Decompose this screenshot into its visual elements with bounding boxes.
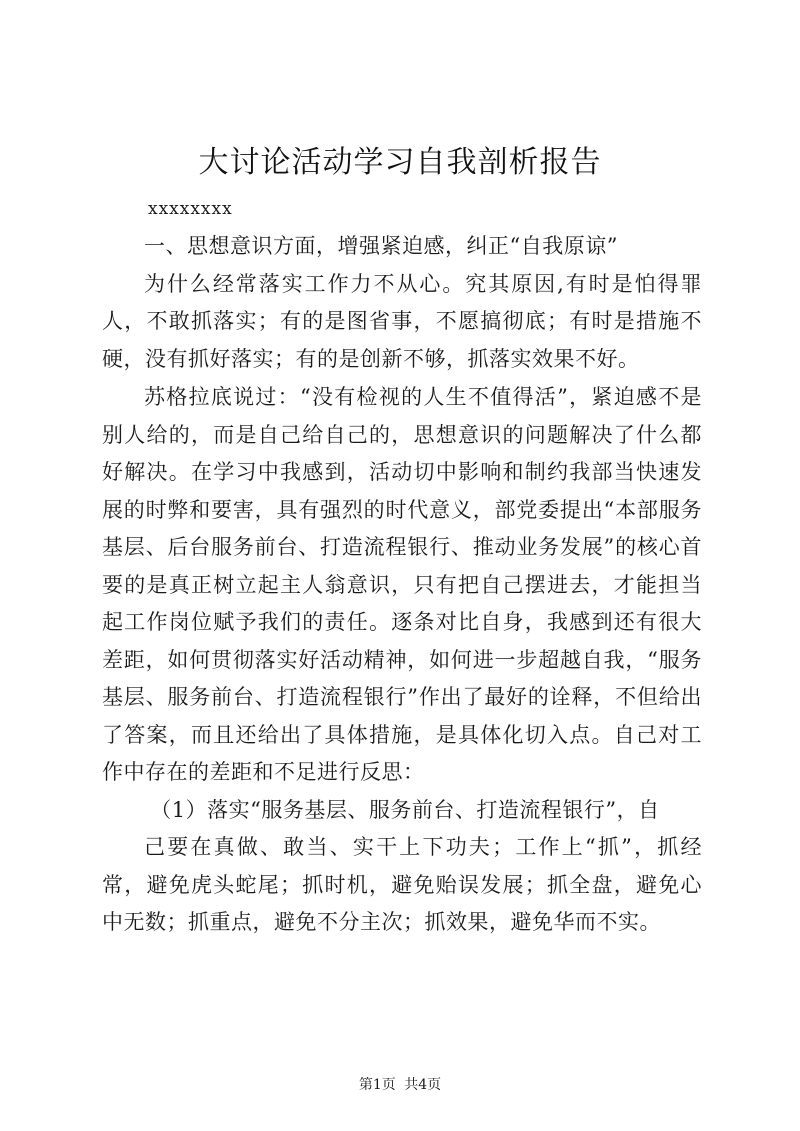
paragraph: 为什么经常落实工作力不从心。究其原因,有时是怕得罪人，不敢抓落实；有的是图省事，不愿搞彻底；有时是措施不硬，没有抓好落实；有的是创新不够，抓落实效果不好。 bbox=[102, 271, 702, 371]
body-section-1 bbox=[102, 228, 702, 378]
page-footer bbox=[0, 1075, 800, 1095]
body-section-2 bbox=[102, 379, 702, 942]
document-title: 大讨论活动学习自我剖析报告 bbox=[198, 145, 602, 180]
section-heading: 一、思想意识方面，增强紧迫感，纠正“自我原谅” bbox=[144, 234, 618, 258]
list-item-heading: （1）落实“服务基层、服务前台、打造流程银行”，自 bbox=[150, 797, 660, 822]
paragraph: 苏格拉底说过：“没有检视的人生不值得活”，紧迫感不是别人给的，而是自己给自己的，思想意识的问题解决了什么都好解决。在学习中我感到，活动切中影响和制约我部当快速发展的时弊和要害，具有强烈的时代意义，部党委提出“本部服务基层、后台服务前台、打造流程银行、推动业务发展”的核心首要的是真正树立起主人翁意识，只有把自己摆进去，才能担当起工作岗位赋予我们的责任。逐条对比自身，我感到还有很大差距，如何贯彻落实好活动精神，如何进一步超越自我，“服务基层、服务前台、打造流程银行”作出了最好的诠释，不但给出了答案，而且还给出了具体措施，是具体化切入点。自己对工作中存在的差距和不足进行反思： bbox=[102, 385, 702, 784]
paragraph: 己要在真做、敢当、实干上下功夫；工作上“抓”，抓经常，避免虎头蛇尾；抓时机，避免贻误发展；抓全盘，避免心中无数；抓重点，避免不分主次；抓效果，避免华而不实。 bbox=[102, 835, 702, 934]
author-name: xxxxxxxx bbox=[148, 199, 233, 219]
page-number: 第1页 bbox=[358, 1077, 396, 1093]
page-total: 共4页 bbox=[404, 1077, 442, 1093]
